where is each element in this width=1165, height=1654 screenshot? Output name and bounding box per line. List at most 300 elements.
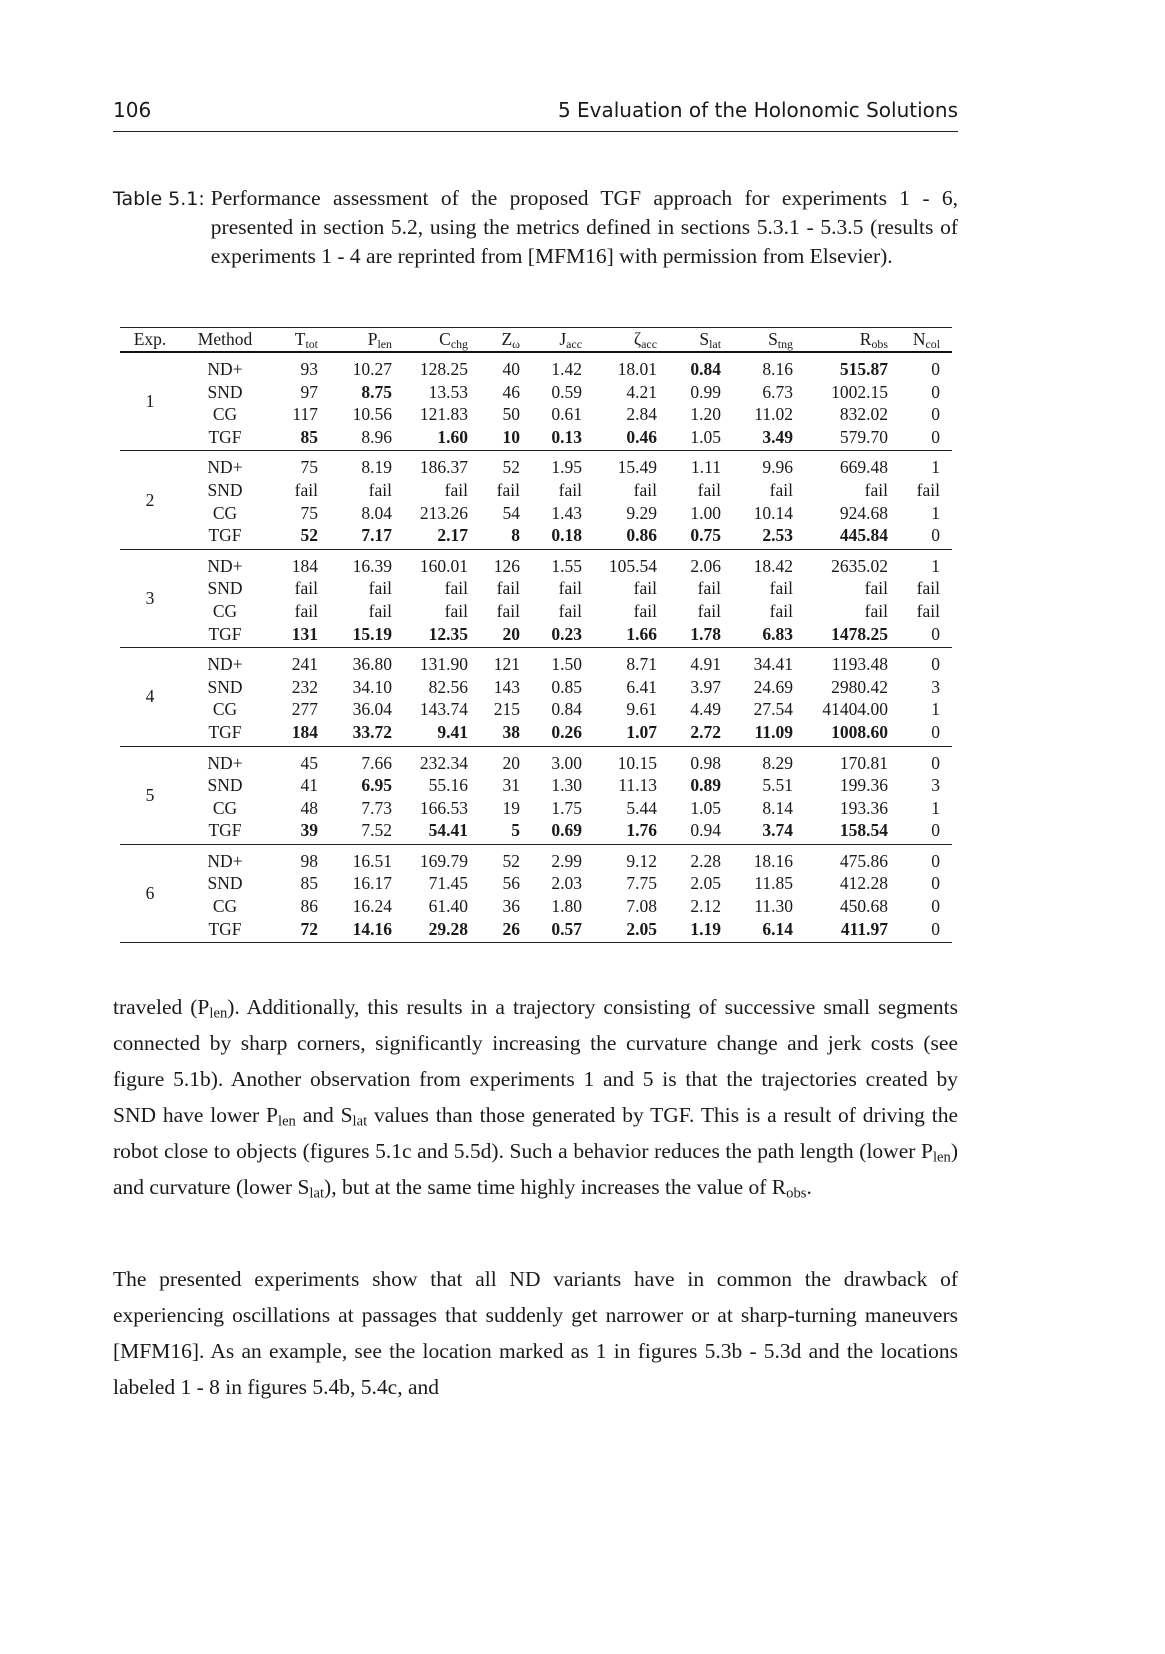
table-cell: 14.16 bbox=[352, 918, 392, 939]
table-cell: 0.18 bbox=[551, 525, 582, 546]
table-cell: 45 bbox=[300, 752, 318, 773]
page-number: 106 bbox=[113, 98, 152, 122]
table-cell: 18.16 bbox=[753, 850, 793, 871]
column-header bbox=[468, 328, 520, 351]
table-cell: fail bbox=[294, 479, 318, 500]
table-cell: 15.19 bbox=[352, 623, 392, 644]
table-cell: 0.46 bbox=[626, 426, 657, 447]
table-cell: 277 bbox=[291, 699, 318, 720]
column-header-subscript: acc bbox=[641, 336, 657, 351]
table-cell: 86 bbox=[300, 896, 318, 917]
table-cell: 85 bbox=[300, 873, 318, 894]
table-row bbox=[120, 524, 952, 547]
method-cell: TGF bbox=[208, 820, 242, 841]
body-paragraph-2 bbox=[113, 1261, 958, 1405]
column-header-base: ζ bbox=[633, 329, 642, 349]
table-cell: 0 bbox=[931, 359, 940, 379]
table-cell: 0 bbox=[931, 896, 940, 917]
table-row bbox=[120, 819, 952, 842]
table-row bbox=[120, 479, 952, 502]
table-cell: 11.09 bbox=[754, 721, 793, 742]
table-cell: 34.41 bbox=[753, 654, 793, 675]
column-header-subscript: tot bbox=[305, 336, 318, 351]
table-cell: 9.12 bbox=[626, 850, 657, 871]
table-cell: 29.28 bbox=[428, 918, 468, 939]
table-cell: 0.23 bbox=[551, 623, 582, 644]
table-cell: 8.96 bbox=[361, 426, 392, 447]
table-cell: 1.11 bbox=[691, 457, 721, 478]
table-cell: 2.72 bbox=[690, 721, 721, 742]
table-cell: 56 bbox=[502, 873, 520, 894]
table-cell: 5 bbox=[511, 820, 520, 841]
table-cell: 0.94 bbox=[690, 820, 721, 841]
column-header-base: S bbox=[768, 329, 778, 349]
table-cell: 34.10 bbox=[352, 676, 392, 697]
paragraph-text: The presented experiments show that all ND variants have in common the drawback of experiencing oscillations at passages that suddenly get narrower or at sharp-turning maneuvers [MFM16]. As an example, see the location marked as 1 in figures 5.3b - 5.3d and the locations labeled 1 - 8 in figures 5.4b, 5.4c, and bbox=[113, 1267, 958, 1399]
table-cell: 16.51 bbox=[352, 850, 392, 871]
column-header bbox=[120, 328, 180, 351]
paragraph-text: ), but at the same time highly increases the value of R bbox=[324, 1175, 787, 1199]
table-cell: 11.85 bbox=[754, 873, 793, 894]
caption-label: Table 5.1: bbox=[113, 188, 205, 210]
table-cell: 579.70 bbox=[839, 426, 888, 447]
table-cell: 170.81 bbox=[839, 752, 888, 773]
table-cell: 1.43 bbox=[551, 502, 582, 523]
table-cell: 1.78 bbox=[690, 623, 721, 644]
table-cell: 1 bbox=[931, 797, 940, 818]
method-cell: ND+ bbox=[207, 359, 243, 379]
table-cell: 36 bbox=[502, 896, 520, 917]
table-cell: 93 bbox=[300, 359, 318, 379]
column-header bbox=[721, 328, 793, 351]
table-cell: 6.73 bbox=[762, 381, 793, 402]
table-cell: 27.54 bbox=[753, 699, 793, 720]
table-cell: 2.84 bbox=[626, 404, 657, 425]
table-cell: 18.01 bbox=[617, 359, 657, 379]
table-row bbox=[120, 403, 952, 426]
experiment-group bbox=[120, 550, 952, 648]
table-cell: 0.13 bbox=[551, 426, 582, 447]
table-row bbox=[120, 456, 952, 479]
table-cell: 232 bbox=[291, 676, 318, 697]
table-row bbox=[120, 797, 952, 820]
table-cell: fail bbox=[916, 479, 940, 500]
column-header bbox=[888, 328, 940, 351]
table-cell: 232.34 bbox=[419, 752, 468, 773]
results-table bbox=[120, 327, 952, 943]
table-cell: fail bbox=[496, 578, 520, 599]
method-cell: SND bbox=[207, 381, 243, 402]
table-cell: 0.89 bbox=[690, 775, 721, 796]
table-cell: 126 bbox=[493, 555, 520, 576]
table-cell: 1.80 bbox=[551, 896, 582, 917]
table-cell: 3 bbox=[931, 775, 940, 796]
table-cell: 8.19 bbox=[361, 457, 392, 478]
table-cell: 24.69 bbox=[753, 676, 793, 697]
table-cell: fail bbox=[558, 600, 582, 621]
table-cell: 20 bbox=[502, 752, 520, 773]
table-cell: 5.51 bbox=[762, 775, 793, 796]
column-header-subscript: acc bbox=[566, 336, 582, 351]
table-cell: 1.95 bbox=[551, 457, 582, 478]
table-cell: 0.86 bbox=[626, 525, 657, 546]
table-row bbox=[120, 698, 952, 721]
table-cell: 10.15 bbox=[617, 752, 657, 773]
table-cell: 143 bbox=[493, 676, 520, 697]
table-cell: 72 bbox=[300, 918, 318, 939]
subscript-text: len bbox=[278, 1113, 296, 1130]
table-cell: 1478.25 bbox=[831, 623, 888, 644]
table-cell: 0.85 bbox=[551, 676, 582, 697]
table-cell: 26 bbox=[502, 918, 520, 939]
header-rule bbox=[113, 131, 958, 132]
table-cell: 55.16 bbox=[428, 775, 468, 796]
table-cell: fail bbox=[444, 600, 468, 621]
table-cell: 1.19 bbox=[690, 918, 721, 939]
column-header-base: Method bbox=[197, 329, 253, 349]
table-row bbox=[120, 850, 952, 873]
table-cell: 9.96 bbox=[762, 457, 793, 478]
table-cell: 5.44 bbox=[626, 797, 657, 818]
table-cell: 184 bbox=[291, 555, 318, 576]
table-cell: 97 bbox=[300, 381, 318, 402]
experiment-number: 4 bbox=[145, 686, 155, 707]
table-cell: 36.80 bbox=[352, 654, 392, 675]
table-cell: 19 bbox=[502, 797, 520, 818]
table-body bbox=[120, 353, 952, 943]
table-cell: 33.72 bbox=[352, 721, 392, 742]
method-cell: ND+ bbox=[207, 457, 243, 478]
table-cell: 0.98 bbox=[690, 752, 721, 773]
method-cell: SND bbox=[207, 578, 243, 599]
table-cell: 54 bbox=[502, 502, 520, 523]
table-cell: 61.40 bbox=[428, 896, 468, 917]
method-cell: TGF bbox=[208, 525, 242, 546]
table-row bbox=[120, 623, 952, 646]
table-row bbox=[120, 676, 952, 699]
table-cell: fail bbox=[633, 479, 657, 500]
table-row bbox=[120, 577, 952, 600]
table-row bbox=[120, 502, 952, 525]
table-cell: 411.97 bbox=[840, 918, 888, 939]
table-cell: 52 bbox=[502, 850, 520, 871]
table-cell: fail bbox=[864, 578, 888, 599]
table-cell: 0.84 bbox=[551, 699, 582, 720]
table-cell: 7.73 bbox=[361, 797, 392, 818]
method-cell: CG bbox=[212, 404, 238, 425]
table-cell: 1.75 bbox=[551, 797, 582, 818]
subscript-text: lat bbox=[352, 1113, 368, 1130]
table-row bbox=[120, 381, 952, 404]
table-cell: 8.16 bbox=[762, 359, 793, 379]
table-cell: 832.02 bbox=[839, 404, 888, 425]
method-cell: ND+ bbox=[207, 850, 243, 871]
table-cell: 143.74 bbox=[419, 699, 468, 720]
method-cell: ND+ bbox=[207, 555, 243, 576]
table-cell: 54.41 bbox=[428, 820, 468, 841]
caption-text: Performance assessment of the proposed TGF approach for experiments 1 - 6, presented in section 5.2, using the metrics defined in sections 5.3.1 - 5.3.5 (results of experiments 1 - 4 are reprinted from [MFM16] with permission from Elsevier). bbox=[210, 186, 958, 268]
table-cell: 3.00 bbox=[551, 752, 582, 773]
table-cell: 160.01 bbox=[419, 555, 468, 576]
table-cell: 98 bbox=[300, 850, 318, 871]
table-cell: 1.00 bbox=[690, 502, 721, 523]
column-header bbox=[793, 328, 888, 351]
table-cell: 1.76 bbox=[626, 820, 657, 841]
column-header-base: P bbox=[367, 329, 378, 349]
running-header bbox=[113, 98, 958, 122]
table-cell: fail bbox=[633, 600, 657, 621]
column-header-base: N bbox=[912, 329, 926, 349]
table-cell: 6.41 bbox=[626, 676, 657, 697]
table-cell: fail bbox=[769, 600, 793, 621]
table-cell: 6.14 bbox=[762, 918, 793, 939]
subscript-text: len bbox=[932, 1149, 951, 1166]
table-cell: 46 bbox=[502, 381, 520, 402]
method-cell: TGF bbox=[208, 721, 242, 742]
table-cell: 131 bbox=[291, 623, 318, 644]
table-cell: 158.54 bbox=[839, 820, 888, 841]
table-cell: fail bbox=[633, 578, 657, 599]
table-cell: 193.36 bbox=[839, 797, 888, 818]
method-cell: CG bbox=[212, 502, 238, 523]
column-header-base: T bbox=[294, 329, 306, 349]
table-cell: 7.75 bbox=[626, 873, 657, 894]
table-cell: 13.53 bbox=[428, 381, 468, 402]
table-cell: 7.17 bbox=[361, 525, 392, 546]
table-cell: 0.84 bbox=[690, 359, 721, 379]
method-cell: TGF bbox=[208, 623, 242, 644]
column-header-base: J bbox=[559, 329, 567, 349]
table-cell: fail bbox=[444, 578, 468, 599]
table-cell: 11.13 bbox=[618, 775, 657, 796]
table-cell: 75 bbox=[300, 457, 318, 478]
table-cell: 0 bbox=[931, 721, 940, 742]
table-cell: fail bbox=[294, 578, 318, 599]
table-cell: 2.12 bbox=[690, 896, 721, 917]
method-cell: CG bbox=[212, 797, 238, 818]
column-header-subscript: len bbox=[377, 336, 392, 351]
table-cell: 1 bbox=[931, 555, 940, 576]
method-cell: SND bbox=[207, 873, 243, 894]
table-cell: 0 bbox=[931, 623, 940, 644]
paragraph-text: ) and curvature (lower S bbox=[113, 1139, 958, 1199]
table-cell: 16.24 bbox=[352, 896, 392, 917]
experiment-number: 6 bbox=[145, 883, 155, 904]
experiment-group bbox=[120, 648, 952, 746]
table-cell: 31 bbox=[502, 775, 520, 796]
table-cell: 3.97 bbox=[690, 676, 721, 697]
table-cell: 1008.60 bbox=[831, 721, 888, 742]
table-cell: 8.04 bbox=[361, 502, 392, 523]
column-header-base: S bbox=[699, 329, 710, 349]
table-cell: 41404.00 bbox=[822, 699, 888, 720]
table-cell: 1.50 bbox=[551, 654, 582, 675]
table-cell: 215 bbox=[493, 699, 520, 720]
table-cell: 412.28 bbox=[839, 873, 888, 894]
table-cell: 1 bbox=[931, 457, 940, 478]
table-cell: 71.45 bbox=[428, 873, 468, 894]
paragraph-text: and S bbox=[295, 1103, 353, 1127]
table-cell: 0.69 bbox=[551, 820, 582, 841]
table-cell: 10 bbox=[502, 426, 520, 447]
table-cell: 2.53 bbox=[762, 525, 793, 546]
experiment-group bbox=[120, 747, 952, 845]
table-cell: 0.57 bbox=[551, 918, 582, 939]
table-cell: 1.05 bbox=[690, 426, 721, 447]
table-cell: 2.17 bbox=[437, 525, 468, 546]
column-header-base: C bbox=[439, 329, 451, 349]
column-header bbox=[270, 328, 318, 351]
table-cell: 52 bbox=[300, 525, 318, 546]
table-row bbox=[120, 358, 952, 381]
method-cell: CG bbox=[212, 896, 238, 917]
column-header-subscript: chg bbox=[450, 336, 468, 351]
table-cell: 0 bbox=[931, 426, 940, 447]
column-header bbox=[392, 328, 468, 351]
table-cell: 669.48 bbox=[839, 457, 888, 478]
table-cell: 445.84 bbox=[839, 525, 888, 546]
table-row bbox=[120, 426, 952, 449]
table-cell: 39 bbox=[300, 820, 318, 841]
table-header-row bbox=[120, 327, 952, 353]
table-cell: fail bbox=[916, 600, 940, 621]
table-cell: 450.68 bbox=[839, 896, 888, 917]
table-row bbox=[120, 555, 952, 578]
table-cell: 0.26 bbox=[551, 721, 582, 742]
method-cell: SND bbox=[207, 775, 243, 796]
table-cell: 52 bbox=[502, 457, 520, 478]
table-row bbox=[120, 895, 952, 918]
table-cell: 11.30 bbox=[754, 896, 793, 917]
table-cell: 36.04 bbox=[352, 699, 392, 720]
table-cell: fail bbox=[368, 600, 392, 621]
method-cell: ND+ bbox=[207, 752, 243, 773]
method-cell: CG bbox=[212, 699, 238, 720]
table-cell: 38 bbox=[502, 721, 520, 742]
method-cell: SND bbox=[207, 676, 243, 697]
table-row bbox=[120, 721, 952, 744]
table-cell: 2.28 bbox=[690, 850, 721, 871]
table-cell: 0.75 bbox=[690, 525, 721, 546]
experiment-group bbox=[120, 451, 952, 549]
table-cell: 9.41 bbox=[437, 721, 468, 742]
table-cell: 50 bbox=[502, 404, 520, 425]
table-cell: 2.99 bbox=[551, 850, 582, 871]
table-cell: 199.36 bbox=[839, 775, 888, 796]
table-cell: 0.61 bbox=[551, 404, 582, 425]
table-cell: 0 bbox=[931, 654, 940, 675]
table-cell: 213.26 bbox=[419, 502, 468, 523]
table-row bbox=[120, 872, 952, 895]
table-cell: 0 bbox=[931, 381, 940, 402]
table-cell: 82.56 bbox=[428, 676, 468, 697]
table-cell: 3 bbox=[931, 676, 940, 697]
table-cell: 131.90 bbox=[419, 654, 468, 675]
table-cell: fail bbox=[697, 479, 721, 500]
table-cell: 121 bbox=[493, 654, 520, 675]
table-cell: 117 bbox=[292, 404, 318, 425]
table-cell: fail bbox=[368, 479, 392, 500]
table-cell: 40 bbox=[502, 359, 520, 379]
subscript-text: lat bbox=[309, 1185, 325, 1202]
table-cell: 18.42 bbox=[753, 555, 793, 576]
paragraph-text: . bbox=[806, 1175, 812, 1199]
table-cell: 11.02 bbox=[754, 404, 793, 425]
table-cell: 166.53 bbox=[419, 797, 468, 818]
experiment-group bbox=[120, 845, 952, 943]
table-cell: 3.74 bbox=[762, 820, 793, 841]
table-cell: 6.95 bbox=[361, 775, 392, 796]
table-cell: 0 bbox=[931, 873, 940, 894]
table-cell: 12.35 bbox=[428, 623, 468, 644]
paragraph-text: ). Additionally, this results in a trajectory consisting of successive small segments connected by sharp corners, significantly increasing the curvature change and jerk costs (see figure 5.1b). Another observation from experiments 1 and 5 is that the trajectories created by SND have lower P bbox=[113, 995, 959, 1127]
column-header-subscript: col bbox=[925, 336, 940, 351]
table-cell: 241 bbox=[291, 654, 318, 675]
table-cell: 8.75 bbox=[361, 381, 392, 402]
column-header bbox=[582, 328, 657, 351]
table-cell: 0.99 bbox=[690, 381, 721, 402]
table-cell: fail bbox=[294, 600, 318, 621]
table-cell: fail bbox=[558, 479, 582, 500]
paragraph-text: traveled (P bbox=[113, 995, 210, 1019]
table-cell: 1.55 bbox=[551, 555, 582, 576]
table-cell: 186.37 bbox=[419, 457, 468, 478]
table-cell: 75 bbox=[300, 502, 318, 523]
table-cell: 0 bbox=[931, 850, 940, 871]
table-cell: 0 bbox=[931, 404, 940, 425]
table-cell: 1193.48 bbox=[831, 654, 888, 675]
table-cell: 16.17 bbox=[352, 873, 392, 894]
column-header-base: Exp. bbox=[133, 329, 167, 349]
table-cell: 4.49 bbox=[690, 699, 721, 720]
table-cell: 9.61 bbox=[626, 699, 657, 720]
table-cell: 8.14 bbox=[762, 797, 793, 818]
table-cell: 4.21 bbox=[626, 381, 657, 402]
table-cell: 2980.42 bbox=[831, 676, 888, 697]
table-cell: fail bbox=[769, 578, 793, 599]
table-cell: 105.54 bbox=[608, 555, 657, 576]
table-cell: 184 bbox=[291, 721, 318, 742]
table-cell: fail bbox=[496, 600, 520, 621]
method-cell: TGF bbox=[208, 426, 242, 447]
column-header bbox=[657, 328, 721, 351]
column-header-subscript: obs bbox=[871, 336, 888, 351]
column-header-subscript: ω bbox=[512, 336, 520, 351]
table-cell: 121.83 bbox=[419, 404, 468, 425]
table-cell: 0 bbox=[931, 820, 940, 841]
experiment-number: 2 bbox=[145, 489, 155, 510]
table-cell: 924.68 bbox=[839, 502, 888, 523]
column-header-base: Z bbox=[501, 329, 513, 349]
table-cell: 0 bbox=[931, 918, 940, 939]
table-cell: 2635.02 bbox=[831, 555, 888, 576]
table-caption bbox=[113, 184, 958, 271]
table-cell: 7.52 bbox=[361, 820, 392, 841]
table-cell: 8 bbox=[511, 525, 520, 546]
table-row bbox=[120, 774, 952, 797]
experiment-number: 3 bbox=[145, 587, 155, 608]
table-cell: 128.25 bbox=[419, 359, 468, 379]
table-cell: 1 bbox=[931, 699, 940, 720]
table-cell: 20 bbox=[502, 623, 520, 644]
table-cell: 1002.15 bbox=[831, 381, 888, 402]
table-cell: 7.66 bbox=[361, 752, 392, 773]
table-cell: 4.91 bbox=[690, 654, 721, 675]
table-cell: 169.79 bbox=[419, 850, 468, 871]
column-header bbox=[318, 328, 392, 351]
table-cell: 1.60 bbox=[437, 426, 468, 447]
column-header-base: R bbox=[859, 329, 872, 349]
